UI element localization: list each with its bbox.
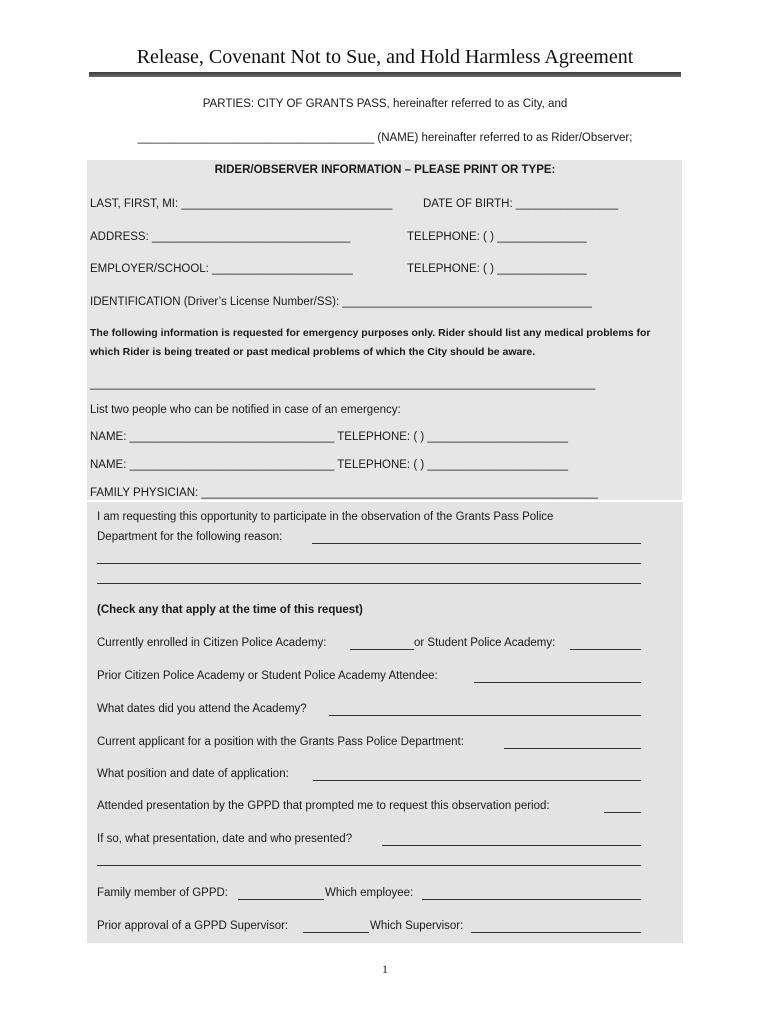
reason-text-1: I am requesting this opportunity to participate in the observation of the Grants Pass Police [97,511,554,523]
q-academy-dates-label: What dates did you attend the Academy? [97,703,307,715]
address-field[interactable]: ADDRESS: _______________________________ [90,231,351,243]
q-citizen-academy-label: Currently enrolled in Citizen Police Academy: [97,637,327,649]
q-which-supervisor-blank[interactable] [471,932,641,933]
parties-line: PARTIES: CITY OF GRANTS PASS, hereinafter referred to as City, and [202,98,568,110]
employer-field[interactable]: EMPLOYER/SCHOOL: ______________________ [90,263,353,275]
q-presentation-label: Attended presentation by the GPPD that prompted me to request this observation period: [97,800,550,812]
reason-blank-1[interactable] [312,543,641,544]
emergency-contact-1[interactable]: NAME: ________________________________ TELEPHONE: ( ) ______________________ [90,431,569,443]
family-physician-field[interactable]: FAMILY PHYSICIAN: ______________________________________________________________ [90,487,598,499]
page-number: 1 [382,962,388,976]
q-student-academy-label: or Student Police Academy: [414,637,556,649]
q-academy-dates-blank[interactable] [329,715,641,716]
medical-field[interactable]: _______________________________________________________________________________ [90,378,596,390]
check-heading: (Check any that apply at the time of this request) [97,604,363,616]
identification-field[interactable]: IDENTIFICATION (Driver’s License Number/SS): _______________________________________ [90,296,592,308]
dob-field[interactable]: DATE OF BIRTH: ________________ [423,198,619,210]
rider-info-heading: RIDER/OBSERVER INFORMATION – PLEASE PRINT OR TYPE: [214,164,556,176]
q-position-label: What position and date of application: [97,768,289,780]
q-applicant-blank[interactable] [504,748,641,749]
reason-text-2: Department for the following reason: [97,531,283,543]
emergency-contact-2[interactable]: NAME: ________________________________ TELEPHONE: ( ) ______________________ [90,459,569,471]
q-supervisor-approval-blank[interactable] [303,932,369,933]
q-family-member-blank[interactable] [238,899,324,900]
q-presentation-details-blank-2[interactable] [97,865,641,866]
q-presentation-details-blank-1[interactable] [382,845,641,846]
q-prior-attendee-blank[interactable] [474,682,641,683]
q-applicant-label: Current applicant for a position with the Grants Pass Police Department: [97,736,464,748]
reason-blank-3[interactable] [97,583,641,584]
q-which-employee-blank[interactable] [422,899,641,900]
medical-notice: The following information is requested for emergency purposes only. Rider should list any medical problems for which Rider is being treated or past medical problems of which the City should be aware. [90,327,651,358]
q-prior-attendee-label: Prior Citizen Police Academy or Student Police Academy Attendee: [97,670,438,682]
reason-blank-2[interactable] [97,563,641,564]
request-section [87,502,683,943]
rider-name-line[interactable]: _____________________________________ (NAME) hereinafter referred to as Rider/Observer; [137,132,633,144]
telephone-field-2[interactable]: TELEPHONE: ( ) ______________ [407,263,587,275]
q-which-employee-label: Which employee: [325,887,414,899]
q-family-member-label: Family member of GPPD: [97,887,228,899]
title-rule [89,72,681,77]
q-presentation-blank[interactable] [604,812,641,813]
q-which-supervisor-label: Which Supervisor: [370,920,464,932]
q-student-academy-blank[interactable] [570,649,641,650]
emergency-intro: List two people who can be notified in case of an emergency: [90,404,401,416]
q-presentation-details-label: If so, what presentation, date and who presented? [97,833,353,845]
name-field[interactable]: LAST, FIRST, MI: _________________________________ [90,198,393,210]
q-position-blank[interactable] [313,780,641,781]
q-citizen-academy-blank[interactable] [350,649,414,650]
document-title: Release, Covenant Not to Sue, and Hold Harmless Agreement [136,46,634,68]
telephone-field-1[interactable]: TELEPHONE: ( ) ______________ [407,231,587,243]
q-supervisor-approval-label: Prior approval of a GPPD Supervisor: [97,920,289,932]
